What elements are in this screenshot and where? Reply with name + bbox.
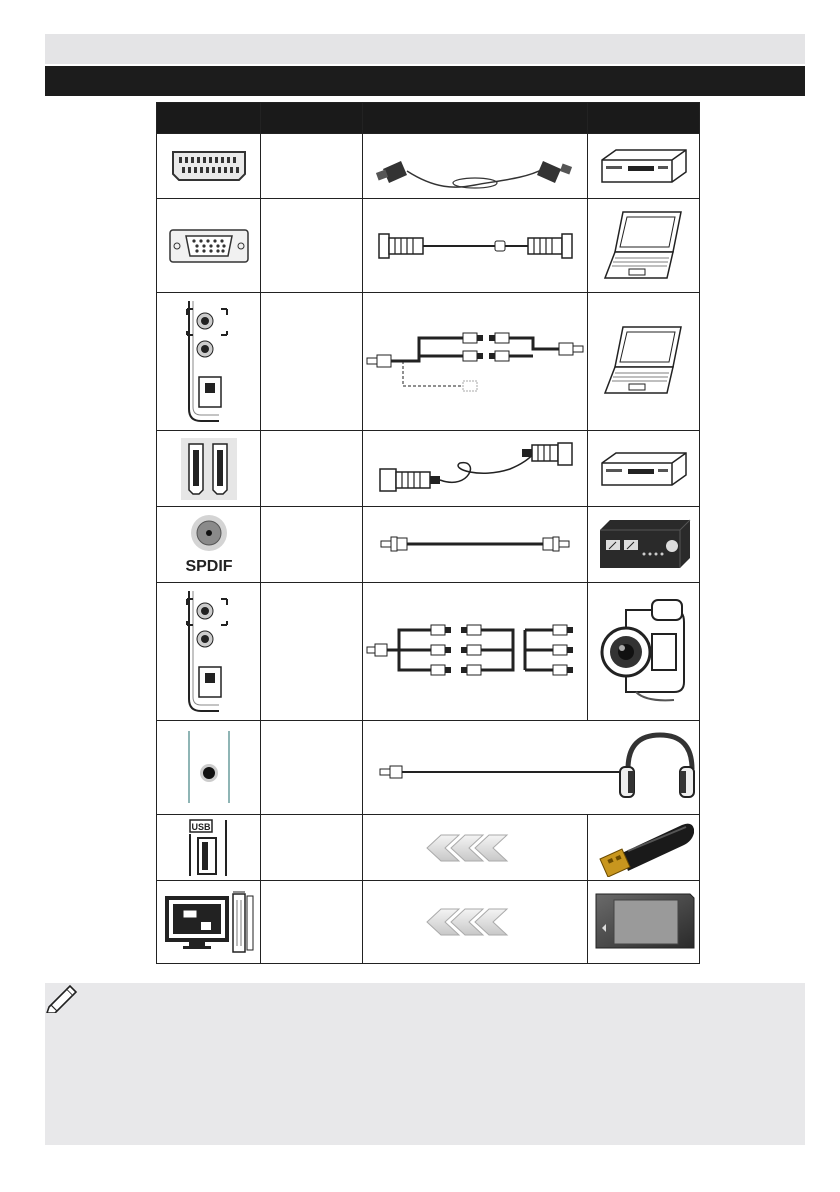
table-row	[157, 815, 700, 881]
headphone-jack-icon	[157, 720, 261, 815]
av-adapter-cable-icon	[363, 582, 588, 720]
type-cell	[261, 881, 363, 964]
type-cell	[261, 134, 363, 199]
table-row	[157, 881, 700, 964]
hdmi-ports-icon	[157, 430, 261, 506]
header-type	[261, 103, 363, 134]
table-row	[157, 199, 700, 293]
scart-port-icon	[157, 134, 261, 199]
note-box	[45, 983, 805, 1145]
headphone-cable-icon	[366, 725, 696, 809]
table-row	[157, 430, 700, 506]
type-cell	[261, 292, 363, 430]
cam-module-icon	[588, 881, 700, 964]
table-row	[157, 507, 700, 582]
type-cell	[261, 199, 363, 293]
pencil-note-icon	[45, 983, 79, 1013]
table-row	[157, 292, 700, 430]
header-device	[588, 103, 700, 134]
insert-arrows-icon	[363, 881, 588, 964]
header-connector	[157, 103, 261, 134]
spdif-label: SPDIF	[184, 558, 233, 576]
type-cell	[261, 507, 363, 582]
connections-table	[156, 102, 700, 964]
usb-label: USB	[190, 821, 211, 832]
dvd-player-icon	[588, 430, 700, 506]
audio-amplifier-icon	[588, 507, 700, 582]
usb-port-icon	[157, 815, 261, 881]
insert-arrows-icon	[363, 815, 588, 881]
ci-slot-icon	[157, 881, 261, 964]
top-strip	[45, 34, 805, 64]
laptop-icon	[588, 199, 700, 293]
vga-cable-icon	[363, 199, 588, 293]
scart-cable-icon	[363, 134, 588, 199]
spdif-port-icon	[157, 507, 261, 582]
camcorder-icon	[588, 582, 700, 720]
dvd-player-icon	[588, 134, 700, 199]
usb-stick-icon	[588, 815, 700, 881]
hdmi-cable-icon	[363, 430, 588, 506]
laptop-icon	[588, 292, 700, 430]
type-cell	[261, 582, 363, 720]
side-av-panel-icon	[157, 582, 261, 720]
table-row	[157, 582, 700, 720]
side-av-panel-icon	[157, 292, 261, 430]
vga-port-icon	[157, 199, 261, 293]
headphones-icon	[620, 735, 694, 797]
type-cell	[261, 815, 363, 881]
table-row	[157, 720, 700, 815]
type-cell	[261, 720, 363, 815]
headphones-row-cell	[363, 720, 700, 815]
type-cell	[261, 430, 363, 506]
table-header-row	[157, 103, 700, 134]
coaxial-cable-icon	[363, 507, 588, 582]
audio-adapter-cable-icon	[363, 292, 588, 430]
header-cables	[363, 103, 588, 134]
section-title-bar	[45, 66, 805, 96]
table-row	[157, 134, 700, 199]
